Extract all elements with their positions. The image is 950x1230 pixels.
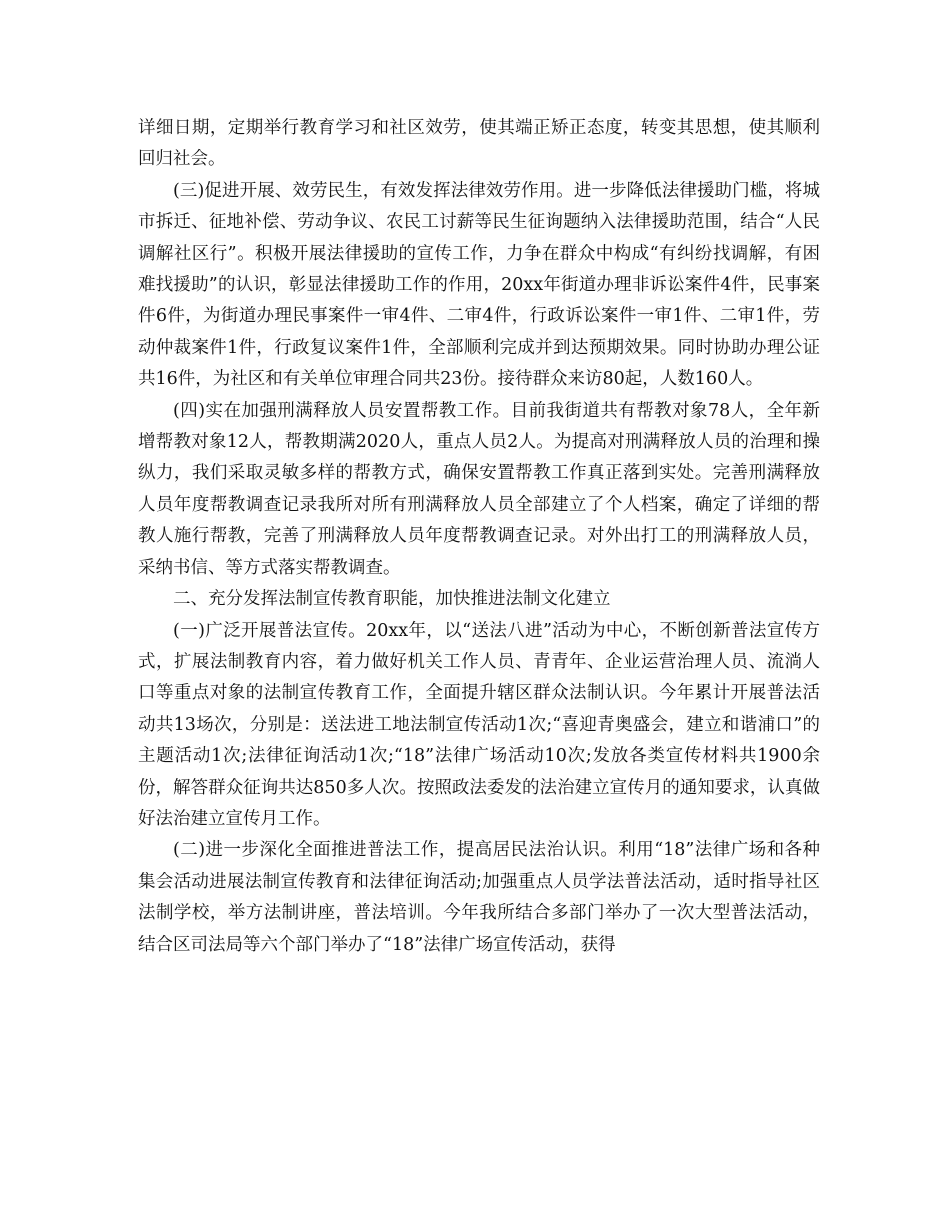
section-heading-legal-education: 二、充分发挥法制宣传教育职能，加快推进法制文化建立	[173, 589, 611, 610]
paragraph-deepen-law-popularization: (二)进一步深化全面推进普法工作，提高居民法治认识。利用“18”法律广场和各种集会活动进展法制宣传教育和法律征询活动;加强重点人员学法普法活动，适时指导社区法制学校，举方法制讲座，普法培训。今年我所结合多部门举办了一次大型普法活动，结合区司法局等六个部门举办了“18”法律广场宣传活动，获得	[138, 840, 820, 955]
document-page	[138, 113, 820, 961]
paragraph-legal-aid: (三)促进开展、效劳民生，有效发挥法律效劳作用。进一步降低法律援助门槛，将城市拆迁、征地补偿、劳动争议、农民工讨薪等民生征询题纳入法律援助范围，结合“人民调解社区行”。积极开展法律援助的宣传工作，力争在群众中构成“有纠纷找调解，有困难找援助”的认识，彰显法律援助工作的作用，20xx年街道办理非诉讼案件4件，民事案件6件，为街道办理民事案件一审4件、二审4件，行政诉讼案件一审1件、二审1件，劳动仲裁案件1件，行政复议案件1件，全部顺利完成并到达预期效果。同时协助办理公证共16件，为社区和有关单位审理合同共23份。接待群众来访80起，人数160人。	[138, 180, 820, 390]
paragraph-law-promotion: (一)广泛开展普法宣传。20xx年，以“送法八进”活动为中心，不断创新普法宣传方式，扩展法制教育内容，着力做好机关工作人员、青青年、企业运营治理人员、流淌人口等重点对象的法制宣传教育工作，全面提升辖区群众法制认识。今年累计开展普法活动共13场次，分别是：送法进工地法制宣传活动1次;“喜迎青奥盛会，建立和谐浦口”的主题活动1次;法律征询活动1次;“18”法律广场活动10次;发放各类宣传材料共1900余份，解答群众征询共达850多人次。按照政法委发的法治建立宣传月的通知要求，认真做好法治建立宣传月工作。	[138, 620, 820, 829]
paragraph-released-prisoner-support: (四)实在加强刑满释放人员安置帮教工作。目前我街道共有帮教对象78人，全年新增帮教对象12人，帮教期满2020人，重点人员2人。为提高对刑满释放人员的治理和操纵力，我们采取灵敏多样的帮教方式，确保安置帮教工作真正落到实处。完善刑满释放人员年度帮教调查记录我所对所有刑满释放人员全部建立了个人档案，确定了详细的帮教人施行帮教，完善了刑满释放人员年度帮教调查记录。对外出打工的刑满释放人员，采纳书信、等方式落实帮教调查。	[138, 400, 820, 578]
paragraph-continuation: 详细日期，定期举行教育学习和社区效劳，使其端正矫正态度，转变其思想，使其顺利回归社会。	[138, 118, 820, 170]
